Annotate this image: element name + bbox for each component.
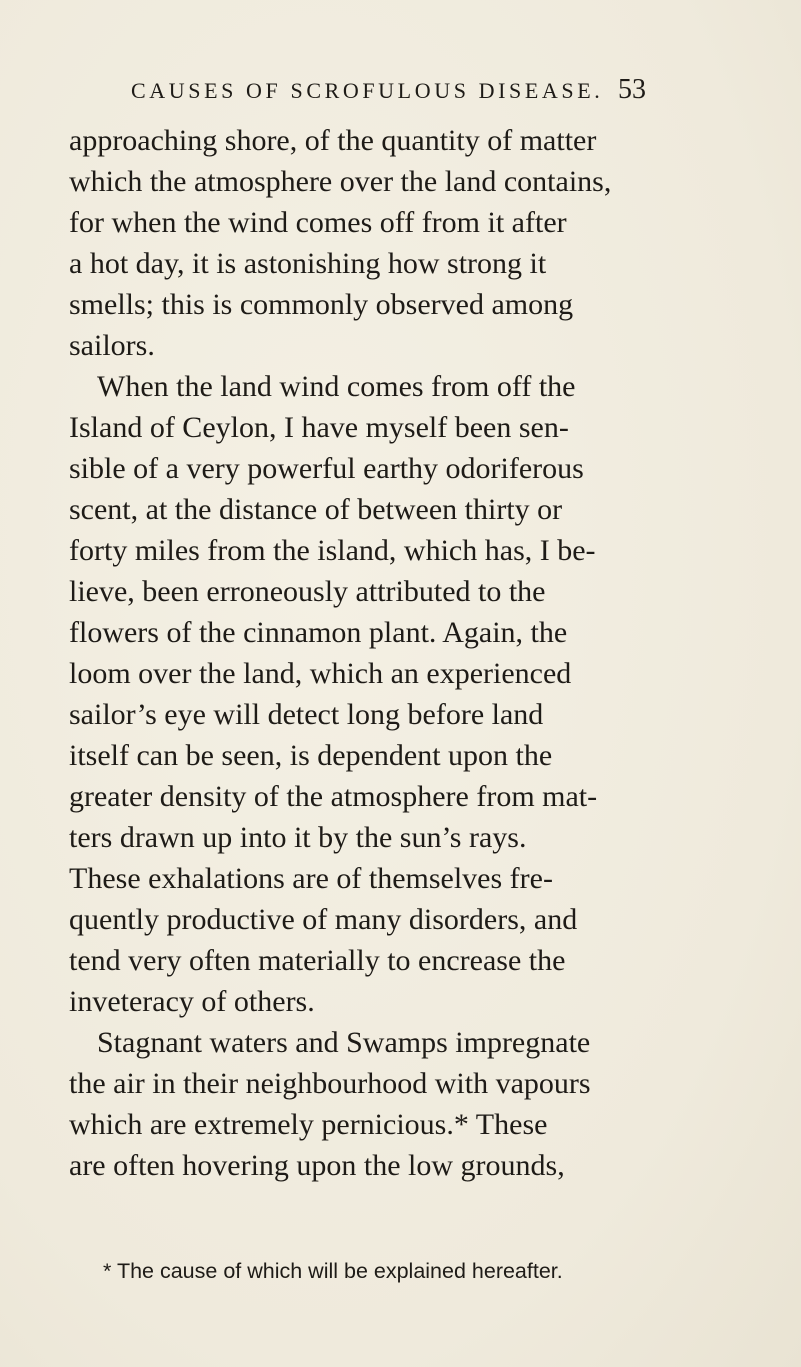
text-line: the air in their neighbourhood with vapours [69, 1067, 591, 1100]
text-line: sailors. [69, 329, 155, 362]
text-line: Stagnant waters and Swamps impregnate [97, 1026, 591, 1059]
text-line: loom over the land, which an experienced [69, 657, 572, 690]
text-line: scent, at the distance of between thirty or [69, 493, 563, 526]
text-line: ters drawn up into it by the sun’s rays. [69, 821, 527, 854]
page-number: 53 [618, 74, 646, 105]
text-line: inveteracy of others. [69, 985, 315, 1018]
running-head [131, 74, 671, 114]
text-line: sible of a very powerful earthy odoriferous [69, 452, 584, 485]
text-line: which the atmosphere over the land contains, [69, 165, 612, 198]
running-title: CAUSES OF SCROFULOUS DISEASE. [131, 78, 604, 103]
text-line: lieve, been erroneously attributed to the [69, 575, 546, 608]
text-line: are often hovering upon the low grounds, [69, 1149, 565, 1182]
text-line: smells; this is commonly observed among [69, 288, 574, 321]
text-line: approaching shore, of the quantity of matter [69, 124, 597, 157]
text-line: tend very often materially to encrease the [69, 944, 566, 977]
footnote: * The cause of which will be explained hereafter. [103, 1259, 563, 1283]
text-line: flowers of the cinnamon plant. Again, the [69, 616, 568, 649]
text-line: forty miles from the island, which has, I be- [69, 534, 596, 567]
text-line: When the land wind comes from off the [97, 370, 576, 403]
text-line: a hot day, it is astonishing how strong it [69, 247, 547, 280]
text-line: for when the wind comes off from it after [69, 206, 567, 239]
text-line: sailor’s eye will detect long before land [69, 698, 544, 731]
text-line: Island of Ceylon, I have myself been sen- [69, 411, 569, 444]
text-line: greater density of the atmosphere from mat- [69, 780, 598, 813]
text-line: which are extremely pernicious.* These [69, 1108, 548, 1141]
text-line: These exhalations are of themselves fre- [69, 862, 553, 895]
text-line: itself can be seen, is dependent upon the [69, 739, 553, 772]
text-line: quently productive of many disorders, and [69, 903, 578, 936]
